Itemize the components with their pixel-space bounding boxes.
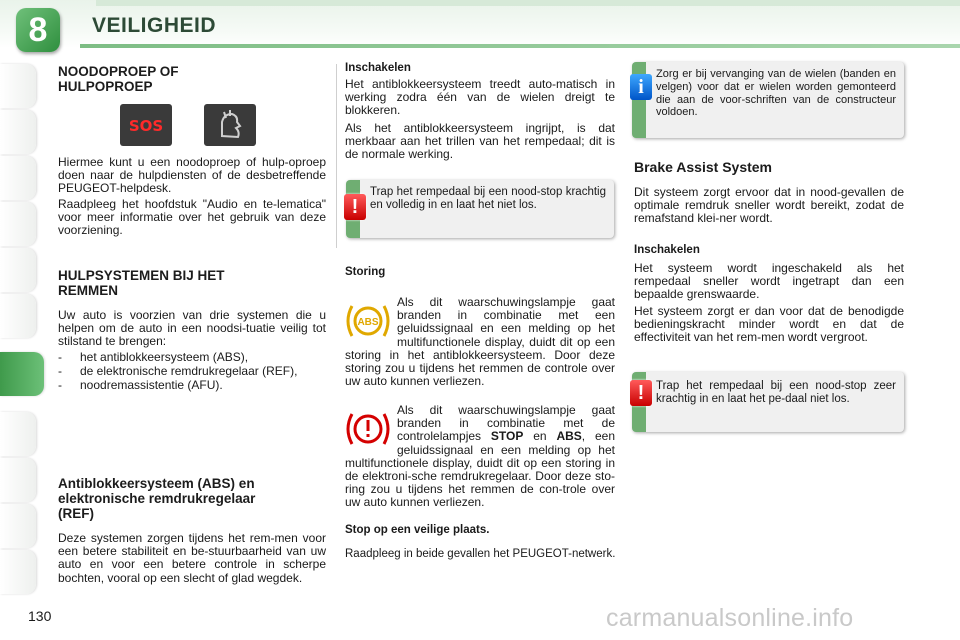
list-item-text: de elektronische remdrukregelaar (REF),	[80, 364, 298, 379]
watermark: carmanualsonline.info	[606, 604, 854, 632]
subheading-stop: Stop op een veilige plaats.	[345, 524, 490, 536]
heading-line: elektronische remdrukregelaar	[58, 491, 256, 506]
heading-line: HULPOPROEP	[58, 79, 153, 94]
paragraph: Dit systeem zorgt ervoor dat in nood-gevallen de optimale remdruk sneller wordt bereikt, zodat de remafstand klei-ner wordt.	[634, 185, 904, 226]
header-top-bar	[96, 0, 960, 6]
icon-spacer	[345, 296, 397, 348]
heading-line: NOODOPROEP OF	[58, 64, 179, 79]
chapter-tab[interactable]	[0, 458, 36, 502]
paragraph-storing-abs	[345, 296, 615, 388]
warning-text: Trap het rempedaal bij een nood-stop zeer krachtig in en laat het pe-daal niet los.	[656, 380, 896, 405]
subheading-inschakelen: Inschakelen	[345, 62, 411, 74]
info-note	[632, 62, 904, 138]
chapter-tab[interactable]	[0, 156, 36, 200]
paragraph-text: Als dit waarschuwingslampje gaat branden in combinatie met de controlelampjes	[397, 403, 615, 444]
abs-label: ABS	[556, 429, 582, 444]
chapter-tab[interactable]	[0, 110, 36, 154]
chapter-tab[interactable]	[0, 550, 36, 594]
paragraph-text: Als dit waarschuwingslampje gaat branden in combinatie met een geluidssignaal en een melding op het multifunctionele display, duidt dit op een storing in het antiblokkeersysteem. Door deze storing zou u tijdens het remmen de controle over uw auto kunnen verliezen.	[345, 295, 615, 389]
warning-icon: !	[630, 380, 652, 406]
paragraph: Hiermee kunt u een noodoproep of hulp-oproep doen naar de hulpdiensten of de desbetreffende PEUGEOT-helpdesk.	[58, 155, 326, 196]
chapter-tab[interactable]	[0, 248, 36, 292]
chapter-tab[interactable]	[0, 294, 36, 338]
heading-line: HULPSYSTEMEN BIJ HET	[58, 268, 225, 283]
heading-line: (REF)	[58, 506, 94, 521]
column-divider	[336, 64, 337, 248]
warning-text: Trap het rempedaal bij een nood-stop krachtig en volledig in en laat het niet los.	[370, 186, 606, 211]
page-title: VEILIGHEID	[92, 14, 217, 37]
list-item-text: noodremassistentie (AFU).	[80, 378, 223, 393]
warning-note	[632, 372, 904, 432]
paragraph: Uw auto is voorzien van drie systemen die u helpen om de auto in een noodsi-tuatie veilig tot stilstand te brengen:	[58, 308, 326, 349]
info-text: Zorg er bij vervanging van de wielen (banden en velgen) voor dat er wielen worden gemonteerd die aan de voor-schriften van de constructeur voldoen.	[656, 68, 896, 119]
info-icon: i	[630, 74, 652, 100]
paragraph-text: en	[523, 429, 557, 444]
list-item: - het antiblokkeersysteem (ABS),	[58, 350, 249, 364]
paragraph: Het systeem wordt ingeschakeld als het rempedaal sneller wordt ingetrapt dan een bepaalde grenswaarde.	[634, 261, 904, 302]
sos-label: SOS	[128, 117, 164, 135]
heading-line: Antiblokkeersysteem (ABS) en	[58, 476, 255, 491]
chapter-tab[interactable]	[0, 64, 36, 108]
subheading-storing: Storing	[345, 266, 386, 278]
paragraph-text: , een geluidssignaal en een melding op het multifunctionele display, duidt dit op een storing in de elektroni-sche remdrukregelaar. Door deze sto-ring zou u tijdens het remmen de con-trole over uw auto kunnen verliezen.	[345, 429, 615, 510]
heading-brake-assist: Brake Assist System	[634, 159, 773, 175]
list-item-text: het antiblokkeersysteem (ABS),	[80, 350, 249, 364]
stop-label: STOP	[490, 429, 524, 444]
chapter-tab-active[interactable]	[0, 352, 44, 396]
lion-icon	[204, 104, 256, 146]
peugeot-lion-button-image	[204, 104, 256, 146]
paragraph: Het systeem zorgt er dan voor dat de benodigde bedieningskracht minder wordt en dat de effectiviteit van het rem-men wordt vergroot.	[634, 304, 904, 345]
paragraph: Raadpleeg in beide gevallen het PEUGEOT-netwerk.	[345, 548, 616, 560]
paragraph: Deze systemen zorgen tijdens het rem-men voor een betere stabiliteit en be-stuurbaarheid van uw auto en voor een betere controle in scherpe bochten, vooral op een slecht of glad wegdek.	[58, 531, 326, 585]
paragraph: Het antiblokkeersysteem treedt auto-matisch in werking zodra één van de wielen dreigt te blokkeren.	[345, 77, 615, 118]
warning-note	[346, 180, 614, 238]
icon-spacer	[345, 404, 397, 444]
abs-icon-label: ABS	[357, 317, 379, 328]
list-item: - noodremassistentie (AFU).	[58, 378, 223, 393]
heading-abs-ref	[58, 476, 326, 521]
bullet-list	[58, 351, 326, 393]
heading-line: REMMEN	[58, 283, 118, 298]
warning-icon: !	[344, 194, 366, 220]
heading-hulpsystemen	[58, 268, 318, 298]
sos-button-image	[120, 104, 172, 146]
chapter-tab[interactable]	[0, 504, 36, 548]
heading-noodoproep	[58, 64, 318, 94]
list-item: - de elektronische remdrukregelaar (REF),	[58, 365, 326, 378]
subheading-inschakelen: Inschakelen	[634, 244, 700, 256]
paragraph: Raadpleeg het hoofdstuk "Audio en te-lematica" voor meer informatie over het gebruik van deze voorziening.	[58, 197, 326, 238]
paragraph: Als het antiblokkeersysteem ingrijpt, is dat merkbaar aan het trillen van het rempedaal; dit is de normale werking.	[345, 121, 615, 162]
chapter-tab[interactable]	[0, 202, 36, 246]
chapter-badge: 8	[16, 8, 60, 52]
header-divider	[80, 44, 960, 48]
paragraph-storing-ref	[345, 404, 615, 510]
chapter-tab[interactable]	[0, 412, 36, 456]
page-number: 130	[28, 608, 52, 624]
